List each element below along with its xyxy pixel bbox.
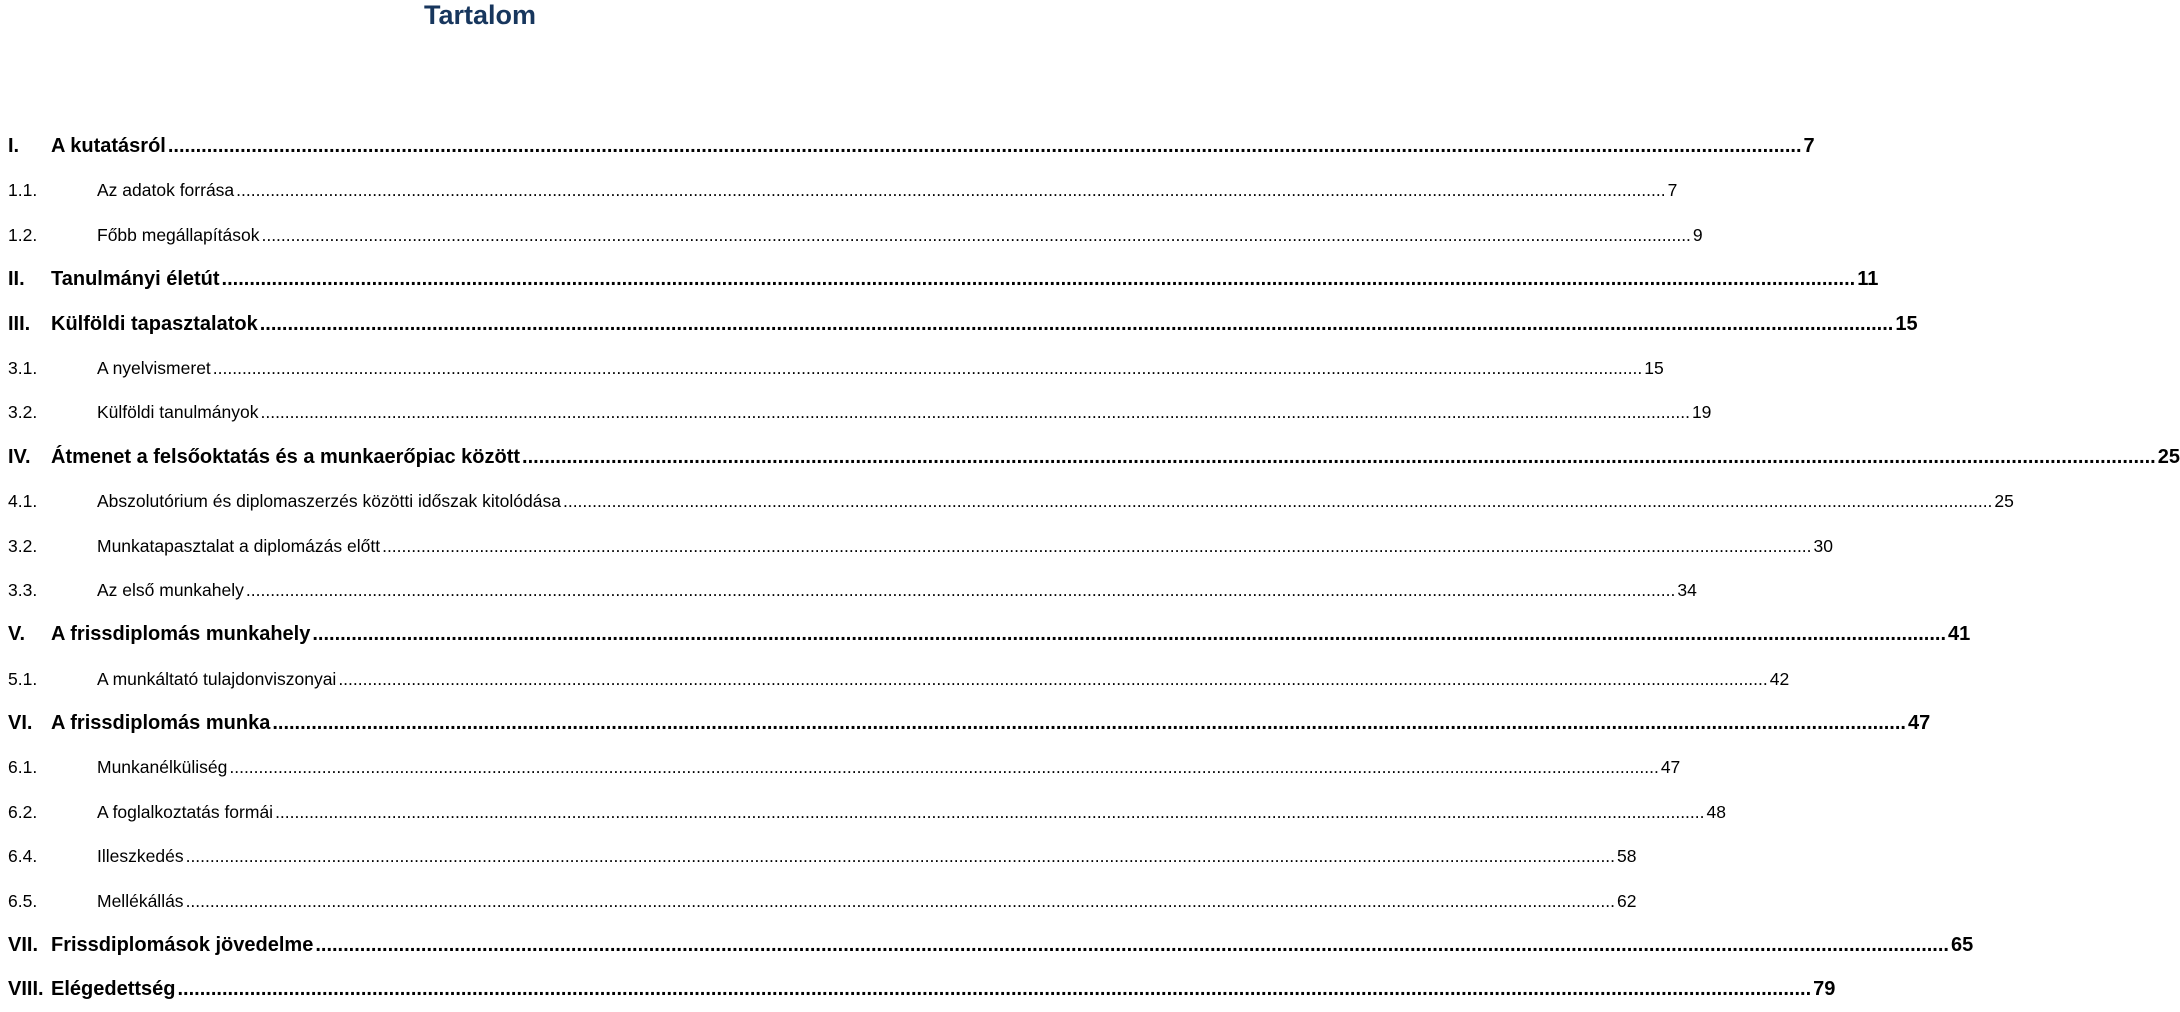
toc-entry-title: Frissdiplomások jövedelme xyxy=(51,934,314,957)
toc-entry-title: Munkatapasztalat a diplomázás előtt xyxy=(97,535,381,556)
toc-entry-number: 1.1. xyxy=(8,180,38,201)
toc-entry-title: Külföldi tapasztalatok xyxy=(51,312,258,335)
toc-entry-page: 15 xyxy=(1895,312,1918,335)
toc-entry-page: 15 xyxy=(1644,357,1664,378)
toc-dot-leader xyxy=(229,745,1658,789)
toc-entry[interactable] xyxy=(8,790,1726,834)
toc-entry[interactable] xyxy=(8,879,1637,923)
toc-entry-number: 3.1. xyxy=(8,357,38,378)
toc-dot-leader xyxy=(260,390,1689,434)
toc-entry[interactable] xyxy=(8,390,1712,434)
toc-entry-title: Munkanélküliség xyxy=(97,757,228,778)
toc-entry[interactable] xyxy=(8,657,1790,701)
toc-entry-number: 1.2. xyxy=(8,224,38,245)
toc-entry-page: 58 xyxy=(1617,846,1637,867)
toc-entry-title: A kutatásról xyxy=(51,135,166,157)
toc-dot-leader xyxy=(236,168,1665,212)
toc-entry-page: 11 xyxy=(1857,268,1879,291)
toc-entry-title: Főbb megállapítások xyxy=(97,224,260,245)
toc-entry-number: 4.1. xyxy=(8,491,38,512)
toc-entry[interactable] xyxy=(8,612,1971,656)
toc-entry-number: I. xyxy=(8,135,20,157)
toc-dot-leader xyxy=(275,790,1704,834)
toc-entry-number: VI. xyxy=(8,712,33,735)
toc-dot-leader xyxy=(315,923,1949,967)
toc-entry[interactable] xyxy=(8,923,1974,967)
toc-entry-title: Külföldi tanulmányok xyxy=(97,402,259,423)
toc-entry-number: III. xyxy=(8,312,31,335)
toc-dot-leader xyxy=(261,213,1690,257)
toc-dot-leader xyxy=(213,346,1642,390)
toc-entry-page: 25 xyxy=(2157,445,2180,468)
toc-entry-number: 6.5. xyxy=(8,890,38,911)
toc-dot-leader xyxy=(177,967,1811,1011)
toc-entry-number: 6.4. xyxy=(8,846,38,867)
table-of-contents xyxy=(8,124,2180,1012)
toc-entry-number: VII. xyxy=(8,934,39,957)
toc-entry-page: 42 xyxy=(1769,668,1790,689)
page-title: Tartalom xyxy=(423,0,537,30)
toc-dot-leader xyxy=(246,568,1675,612)
toc-entry-number: V. xyxy=(8,623,26,646)
toc-entry-number: 3.2. xyxy=(8,402,38,423)
toc-dot-leader xyxy=(338,657,1767,701)
toc-entry-page: 79 xyxy=(1813,978,1836,1001)
toc-entry-number: 6.2. xyxy=(8,801,38,822)
toc-entry-number: 3.2. xyxy=(8,535,38,556)
toc-dot-leader xyxy=(272,701,1906,745)
toc-entry[interactable] xyxy=(8,435,2180,479)
toc-entry-title: Elégedettség xyxy=(51,978,176,1001)
toc-entry-number: 5.1. xyxy=(8,668,38,689)
toc-entry-page: 30 xyxy=(1813,535,1833,556)
toc-entry[interactable] xyxy=(8,346,1664,390)
toc-entry-page: 7 xyxy=(1803,135,1815,157)
toc-entry[interactable] xyxy=(8,834,1637,878)
toc-dot-leader xyxy=(186,879,1615,923)
toc-entry-title: Az első munkahely xyxy=(97,579,244,600)
toc-entry-page: 47 xyxy=(1660,757,1681,778)
toc-dot-leader xyxy=(382,524,1811,568)
toc-dot-leader xyxy=(260,302,1894,346)
toc-entry-title: A frissdiplomás munkahely xyxy=(51,623,311,646)
toc-entry-page: 34 xyxy=(1677,579,1697,600)
toc-entry-page: 19 xyxy=(1691,402,1712,423)
toc-entry[interactable] xyxy=(8,302,1918,346)
toc-entry-page: 25 xyxy=(1994,491,2014,512)
toc-entry-title: A foglalkoztatás formái xyxy=(97,801,274,822)
toc-entry-title: Átmenet a felsőoktatás és a munkaerőpiac között xyxy=(51,445,521,468)
toc-entry-page: 48 xyxy=(1706,801,1726,822)
toc-entry-number: 6.1. xyxy=(8,757,38,778)
toc-dot-leader xyxy=(168,124,1802,168)
toc-entry[interactable] xyxy=(8,257,1879,301)
toc-entry[interactable] xyxy=(8,701,1931,745)
toc-entry-page: 65 xyxy=(1950,934,1974,957)
toc-dot-leader xyxy=(522,435,2156,479)
toc-entry-number: II. xyxy=(8,268,25,291)
toc-entry-title: Mellékállás xyxy=(97,890,184,911)
toc-entry[interactable] xyxy=(8,124,1815,168)
toc-dot-leader xyxy=(312,612,1946,656)
toc-entry-page: 41 xyxy=(1948,623,1971,646)
toc-entry-title: A nyelvismeret xyxy=(97,357,211,378)
toc-entry-number: VIII. xyxy=(8,978,44,1001)
toc-entry-number: 3.3. xyxy=(8,579,38,600)
toc-entry[interactable] xyxy=(8,213,1703,257)
toc-entry-title: A frissdiplomás munka xyxy=(51,712,271,735)
toc-dot-leader xyxy=(186,834,1615,878)
toc-entry-page: 7 xyxy=(1667,180,1678,201)
toc-entry[interactable] xyxy=(8,568,1697,612)
toc-entry-page: 9 xyxy=(1692,224,1703,245)
toc-entry-page: 47 xyxy=(1907,712,1931,735)
toc-entry-number: IV. xyxy=(8,445,31,468)
toc-entry[interactable] xyxy=(8,524,1833,568)
toc-dot-leader xyxy=(563,479,1992,523)
toc-entry-title: A munkáltató tulajdonviszonyai xyxy=(97,668,337,689)
toc-entry-title: Tanulmányi életút xyxy=(51,268,220,291)
toc-entry-title: Az adatok forrása xyxy=(97,180,235,201)
toc-entry[interactable] xyxy=(8,745,1681,789)
toc-entry-page: 62 xyxy=(1617,890,1637,911)
toc-entry[interactable] xyxy=(8,967,1836,1011)
toc-entry-title: Illeszkedés xyxy=(97,846,184,867)
toc-entry[interactable] xyxy=(8,479,2014,523)
toc-entry-title: Abszolutórium és diplomaszerzés közötti időszak kitolódása xyxy=(97,491,561,512)
toc-entry[interactable] xyxy=(8,168,1678,212)
toc-dot-leader xyxy=(222,257,1856,301)
